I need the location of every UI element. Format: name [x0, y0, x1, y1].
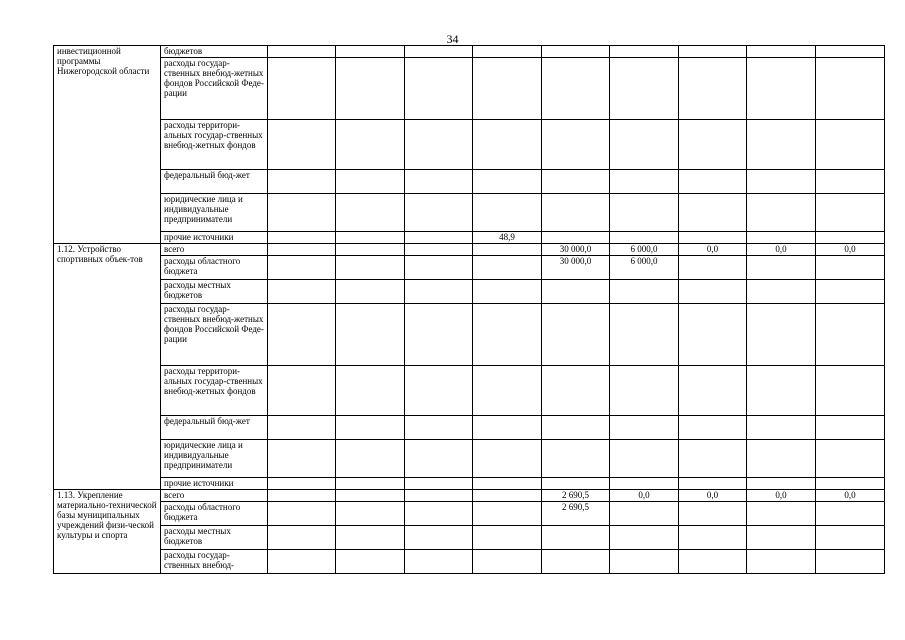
value-cell — [405, 366, 473, 416]
value-cell — [405, 256, 473, 280]
value-cell — [679, 120, 747, 170]
value-cell — [336, 304, 405, 366]
table-row — [54, 232, 885, 244]
value-cell — [473, 46, 542, 58]
value-cell — [816, 46, 885, 58]
value-cell — [473, 170, 542, 194]
value-cell — [268, 46, 336, 58]
value-cell — [542, 416, 610, 440]
value-cell — [405, 490, 473, 502]
table-row — [54, 120, 885, 170]
value-cell — [816, 120, 885, 170]
value-cell — [268, 304, 336, 366]
funding-source: расходы областного бюджета — [161, 256, 268, 280]
value-cell — [747, 256, 816, 280]
value-cell — [473, 256, 542, 280]
value-cell — [542, 440, 610, 478]
value-cell: 30 000,0 — [542, 256, 610, 280]
value-cell — [336, 280, 405, 304]
value-cell — [336, 526, 405, 550]
value-cell — [610, 304, 679, 366]
table-row — [54, 502, 885, 526]
value-cell — [610, 366, 679, 416]
funding-source: федеральный бюд-жет — [161, 170, 268, 194]
value-cell — [405, 120, 473, 170]
value-cell — [816, 416, 885, 440]
funding-source: расходы местных бюджетов — [161, 526, 268, 550]
value-cell — [610, 232, 679, 244]
funding-source: расходы территори-альных государ-ственных внебюд-жетных фондов — [161, 120, 268, 170]
value-cell — [610, 170, 679, 194]
value-cell — [542, 46, 610, 58]
value-cell — [542, 194, 610, 232]
table-row — [54, 440, 885, 478]
value-cell — [542, 526, 610, 550]
value-cell: 6 000,0 — [610, 244, 679, 256]
value-cell: 48,9 — [473, 232, 542, 244]
value-cell — [542, 170, 610, 194]
value-cell — [268, 550, 336, 574]
value-cell — [268, 526, 336, 550]
value-cell — [610, 120, 679, 170]
value-cell — [268, 280, 336, 304]
value-cell — [816, 502, 885, 526]
value-cell — [542, 58, 610, 120]
value-cell — [473, 502, 542, 526]
value-cell — [336, 478, 405, 490]
value-cell — [542, 304, 610, 366]
value-cell — [816, 526, 885, 550]
value-cell — [405, 244, 473, 256]
value-cell — [747, 58, 816, 120]
value-cell — [473, 194, 542, 232]
value-cell — [542, 120, 610, 170]
value-cell — [473, 416, 542, 440]
page-number: 34 — [446, 32, 459, 46]
value-cell — [473, 526, 542, 550]
value-cell: 2 690,5 — [542, 502, 610, 526]
table-row — [54, 478, 885, 490]
funding-source: юридические лица и индивидуальные предприниматели — [161, 194, 268, 232]
value-cell — [473, 120, 542, 170]
table-row — [54, 58, 885, 120]
value-cell — [747, 440, 816, 478]
value-cell — [473, 304, 542, 366]
value-cell — [268, 502, 336, 526]
program-measure-label: 1.12. Устройство спортивных объек-тов — [54, 244, 161, 490]
funding-source: расходы областного бюджета — [161, 502, 268, 526]
value-cell — [268, 256, 336, 280]
value-cell — [336, 366, 405, 416]
value-cell: 0,0 — [747, 490, 816, 502]
funding-source: расходы местных бюджетов — [161, 280, 268, 304]
value-cell — [747, 502, 816, 526]
value-cell — [405, 478, 473, 490]
table-row — [54, 304, 885, 366]
value-cell: 6 000,0 — [610, 256, 679, 280]
table-row — [54, 244, 885, 256]
value-cell — [542, 550, 610, 574]
value-cell — [816, 256, 885, 280]
table-row — [54, 280, 885, 304]
value-cell — [473, 58, 542, 120]
funding-source: расходы государ-ственных внебюд-жетных фондов Российской Феде-рации — [161, 304, 268, 366]
value-cell — [816, 366, 885, 416]
value-cell — [336, 232, 405, 244]
value-cell — [268, 366, 336, 416]
table-row — [54, 256, 885, 280]
value-cell — [610, 440, 679, 478]
value-cell — [268, 478, 336, 490]
funding-source: всего — [161, 490, 268, 502]
value-cell — [268, 244, 336, 256]
value-cell — [473, 478, 542, 490]
value-cell — [747, 232, 816, 244]
value-cell — [679, 416, 747, 440]
value-cell — [336, 58, 405, 120]
value-cell — [747, 366, 816, 416]
program-measure-label: 1.13. Укрепление материально-технической базы муниципальных учреждений физи-ческой культуры и спорта — [54, 490, 161, 574]
table-row — [54, 46, 885, 58]
value-cell — [268, 416, 336, 440]
funding-source: расходы территори-альных государ-ственных внебюд-жетных фондов — [161, 366, 268, 416]
value-cell: 0,0 — [747, 244, 816, 256]
value-cell — [747, 170, 816, 194]
value-cell — [816, 194, 885, 232]
value-cell — [679, 366, 747, 416]
value-cell — [816, 440, 885, 478]
value-cell — [405, 440, 473, 478]
value-cell — [679, 46, 747, 58]
table-row — [54, 416, 885, 440]
value-cell — [405, 194, 473, 232]
value-cell — [747, 304, 816, 366]
program-measure-label: инвестиционной программы Нижегородской области — [54, 46, 161, 244]
value-cell — [610, 550, 679, 574]
value-cell — [816, 550, 885, 574]
value-cell — [542, 366, 610, 416]
value-cell — [679, 304, 747, 366]
value-cell — [336, 416, 405, 440]
value-cell — [336, 502, 405, 526]
value-cell — [816, 232, 885, 244]
value-cell — [405, 232, 473, 244]
funding-source: прочие источники — [161, 232, 268, 244]
value-cell — [747, 194, 816, 232]
table-row — [54, 366, 885, 416]
value-cell — [542, 280, 610, 304]
value-cell — [747, 280, 816, 304]
value-cell — [405, 58, 473, 120]
value-cell — [268, 170, 336, 194]
funding-source: бюджетов — [161, 46, 268, 58]
value-cell — [747, 46, 816, 58]
value-cell — [473, 280, 542, 304]
value-cell — [268, 440, 336, 478]
value-cell — [679, 478, 747, 490]
value-cell — [679, 440, 747, 478]
value-cell — [268, 490, 336, 502]
table-row — [54, 194, 885, 232]
funding-source: юридические лица и индивидуальные предприниматели — [161, 440, 268, 478]
table-row — [54, 526, 885, 550]
value-cell — [747, 526, 816, 550]
value-cell — [679, 58, 747, 120]
value-cell — [679, 502, 747, 526]
value-cell — [405, 502, 473, 526]
value-cell — [405, 526, 473, 550]
value-cell: 0,0 — [816, 244, 885, 256]
value-cell — [679, 526, 747, 550]
value-cell — [336, 440, 405, 478]
value-cell — [473, 366, 542, 416]
value-cell — [268, 58, 336, 120]
value-cell — [816, 58, 885, 120]
value-cell: 0,0 — [679, 490, 747, 502]
value-cell — [816, 304, 885, 366]
value-cell — [405, 170, 473, 194]
value-cell — [405, 416, 473, 440]
value-cell — [610, 194, 679, 232]
value-cell — [268, 194, 336, 232]
value-cell — [816, 478, 885, 490]
value-cell — [405, 304, 473, 366]
value-cell — [336, 170, 405, 194]
value-cell — [336, 46, 405, 58]
value-cell — [336, 244, 405, 256]
value-cell — [473, 244, 542, 256]
value-cell — [336, 490, 405, 502]
funding-source: прочие источники — [161, 478, 268, 490]
value-cell — [405, 550, 473, 574]
value-cell — [747, 120, 816, 170]
value-cell — [405, 46, 473, 58]
value-cell — [610, 502, 679, 526]
value-cell — [610, 526, 679, 550]
value-cell — [679, 194, 747, 232]
value-cell — [542, 232, 610, 244]
table-row — [54, 170, 885, 194]
value-cell — [473, 550, 542, 574]
table-row — [54, 550, 885, 574]
value-cell — [747, 550, 816, 574]
value-cell — [268, 232, 336, 244]
financing-table — [53, 45, 885, 574]
value-cell: 0,0 — [816, 490, 885, 502]
value-cell — [816, 170, 885, 194]
value-cell — [336, 256, 405, 280]
funding-source: расходы государ-ственных внебюд- — [161, 550, 268, 574]
value-cell — [610, 478, 679, 490]
value-cell — [610, 46, 679, 58]
value-cell: 0,0 — [679, 244, 747, 256]
value-cell — [679, 256, 747, 280]
funding-source: федеральный бюд-жет — [161, 416, 268, 440]
value-cell: 30 000,0 — [542, 244, 610, 256]
value-cell — [610, 58, 679, 120]
funding-source: всего — [161, 244, 268, 256]
value-cell — [473, 490, 542, 502]
value-cell — [405, 280, 473, 304]
value-cell — [610, 416, 679, 440]
value-cell — [336, 550, 405, 574]
value-cell — [542, 478, 610, 490]
value-cell — [679, 550, 747, 574]
value-cell — [268, 120, 336, 170]
value-cell — [679, 232, 747, 244]
value-cell — [336, 120, 405, 170]
value-cell — [473, 440, 542, 478]
value-cell — [336, 194, 405, 232]
value-cell — [816, 280, 885, 304]
value-cell — [679, 280, 747, 304]
value-cell: 2 690,5 — [542, 490, 610, 502]
value-cell — [679, 170, 747, 194]
value-cell — [610, 280, 679, 304]
value-cell: 0,0 — [610, 490, 679, 502]
value-cell — [747, 416, 816, 440]
table-row — [54, 490, 885, 502]
value-cell — [747, 478, 816, 490]
funding-source: расходы государ-ственных внебюд-жетных фондов Российской Феде-рации — [161, 58, 268, 120]
